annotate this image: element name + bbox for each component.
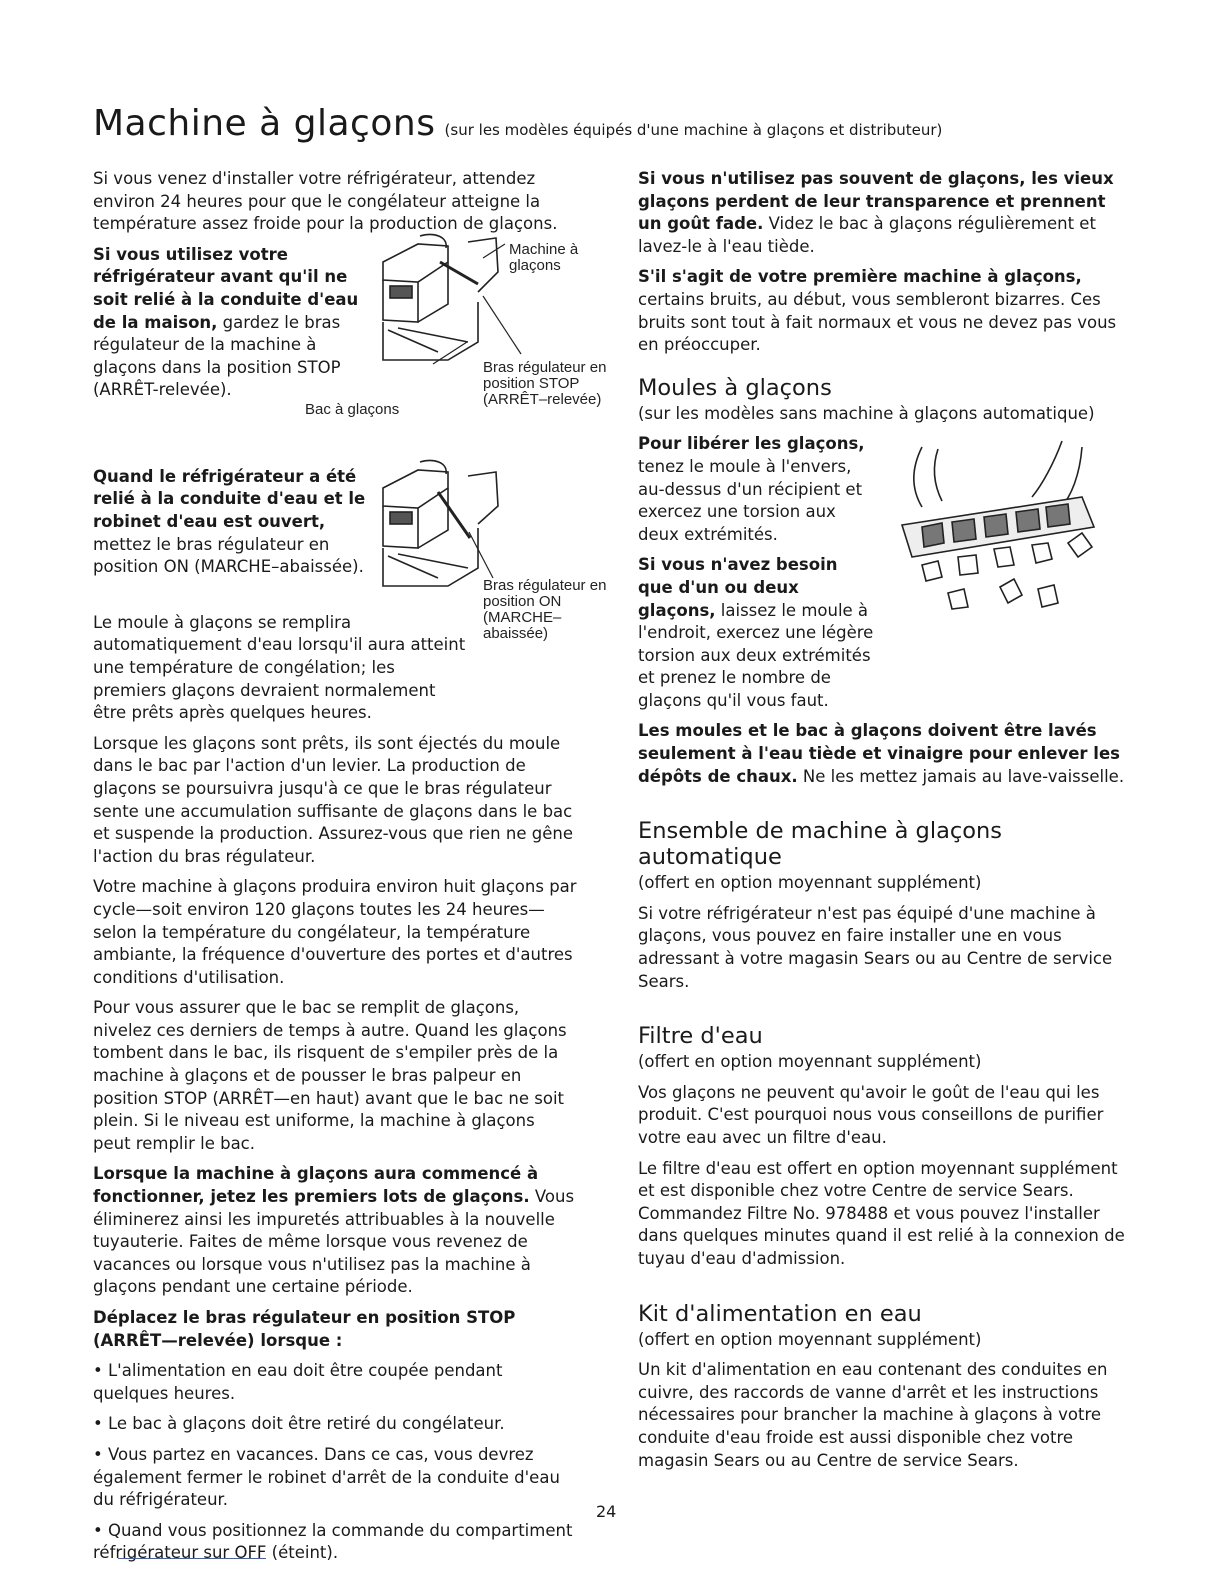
release-text: tenez le moule à l'envers, au-dessus d'un récipient et exercez une torsion aux deux extrémités.: [638, 456, 863, 544]
one-or-two-text: laissez le moule à l'endroit, exercez une légère torsion aux deux extrémités et prenez le nombre de glaçons qu'il vous faut.: [638, 600, 874, 710]
label-machine: Machine à glaçons: [509, 240, 579, 274]
label-arm-stop: Bras régulateur en position STOP (ARRÊT–relevée): [483, 358, 607, 408]
ice-tray-figure: [638, 433, 1128, 712]
left-column: [93, 168, 607, 1573]
label-bin: Bac à glaçons: [305, 400, 400, 418]
ensemble-paragraph: Si votre réfrigérateur n'est pas équipé d'une machine à glaçons, vous pouvez en faire installer une en vous adressant à votre magasin Sears ou au Centre de service Sears.: [638, 903, 1113, 991]
title-main: Machine à glaçons: [93, 103, 436, 144]
section-sub-moules: (sur les modèles sans machine à glaçons automatique): [638, 403, 1095, 423]
section-title-kit: Kit d'alimentation en eau: [638, 1300, 922, 1327]
old-ice-paragraph: [638, 168, 1128, 258]
section-title-moules: Moules à glaçons: [638, 374, 832, 401]
level-paragraph: Pour vous assurer que le bac se remplit de glaçons, nivelez ces derniers de temps à autre. Quand les glaçons tombent dans le bac, ils risquent de s'empiler près de la machine à glaçons et de pousser le bras palpeur en position STOP (ARRÊT—en haut) avant que le bac ne soit plein. Si le niveau est uniforme, la machine à glaçons peut remplir le bac.: [93, 998, 567, 1153]
fig2-paragraph: [93, 466, 373, 579]
fig2-bold: Quand le réfrigérateur a été relié à la conduite d'eau et le robinet d'eau est ouvert,: [93, 466, 366, 531]
intro-paragraph: Si vous venez d'installer votre réfrigérateur, attendez environ 24 heures pour que le congélateur atteigne la température assez froide pour la production de glaçons.: [93, 169, 558, 234]
wash-paragraph: [638, 720, 1128, 788]
old-ice-bold: Si vous n'utilisez pas souvent de glaçons, les vieux glaçons perdent de leur transparence et prennent un goût fade.: [638, 169, 1114, 234]
ice-tray-illustration: [882, 427, 1106, 627]
bullet-item: • Le bac à glaçons doit être retiré du congélateur.: [93, 1414, 505, 1434]
one-or-two-paragraph: [638, 554, 876, 712]
title-subtitle: (sur les modèles équipés d'une machine à glaçons et distributeur): [444, 121, 943, 139]
page-title: [93, 103, 942, 144]
first-batch-text: Vous éliminerez ainsi les impuretés attribuables à la nouvelle tuyauterie. Faites de même lorsque vous revenez de vacances ou lorsque vous n'utilisez pas la machine à glaçons pendant une certaine période.: [93, 1187, 575, 1297]
right-column: [638, 168, 1128, 1480]
fig1-bold: Si vous utilisez votre réfrigérateur avant qu'il ne soit relié à la conduite d'eau de la maison,: [93, 244, 359, 332]
section-sub-kit: (offert en option moyennant supplément): [638, 1329, 982, 1349]
section-title-ensemble: Ensemble de machine à glaçons automatique: [638, 818, 1002, 871]
produce-paragraph: Votre machine à glaçons produira environ huit glaçons par cycle—soit environ 120 glaçons toutes les 24 heures—selon la température du congélateur, la température ambiante, la fréquence d'ouverture des portes et d'autres conditions d'utilisation.: [93, 877, 577, 987]
first-machine-paragraph: [638, 266, 1128, 356]
filtre-paragraph-2: Le filtre d'eau est offert en option moyennant supplément et est disponible chez votre Centre de service Sears. Commandez Filtre No. 978488 et vous pouvez l'installer dans quelques minutes quand il est relié à la connexion de tuyau d'eau d'admission.: [638, 1158, 1125, 1268]
bottom-rule: [118, 1558, 266, 1559]
fig2-text: mettez le bras régulateur en position ON (MARCHE–abaissée).: [93, 534, 364, 577]
section-title-filtre: Filtre d'eau: [638, 1023, 763, 1050]
eject-paragraph: Lorsque les glaçons sont prêts, ils sont éjectés du moule dans le bac par l'action d'un levier. La production de glaçons se poursuivra jusqu'à ce que le bras régulateur sente une accumulation suffisante de glaçons dans le bac et suspende la production. Assurez-vous que rien ne gêne l'action du bras régulateur.: [93, 733, 573, 866]
fig1-text: gardez le bras régulateur de la machine à glaçons dans la position STOP (ARRÊT-relevée).: [93, 312, 341, 400]
kit-paragraph: Un kit d'alimentation en eau contenant des conduites en cuivre, des raccords de vanne d'arrêt et les instructions nécessaires pour brancher la machine à glaçons à votre conduite d'eau froide est aussi disponible chez votre magasin Sears ou au Centre de service Sears.: [638, 1360, 1108, 1470]
bullet-item: • L'alimentation en eau doit être coupée pendant quelques heures.: [93, 1361, 503, 1403]
label-arm-on: Bras régulateur en position ON (MARCHE–abaissée): [483, 576, 607, 642]
wash-bold: Les moules et le bac à glaçons doivent être lavés seulement à l'eau tiède et vinaigre pour enlever les dépôts de chaux.: [638, 721, 1120, 786]
first-batch-paragraph: [93, 1163, 577, 1299]
wash-text: Ne les mettez jamais au lave-vaisselle.: [797, 766, 1125, 786]
page-number: 24: [596, 1502, 617, 1521]
section-sub-ensemble: (offert en option moyennant supplément): [638, 873, 982, 893]
one-or-two-bold: Si vous n'avez besoin que d'un ou deux glaçons,: [638, 555, 838, 620]
bullet-item: • Quand vous positionnez la commande du compartiment réfrigérateur sur OFF (éteint).: [93, 1520, 573, 1563]
stop-heading: [93, 1307, 577, 1352]
section-sub-filtre: (offert en option moyennant supplément): [638, 1052, 982, 1072]
release-paragraph: [638, 433, 876, 546]
first-machine-bold: S'il s'agit de votre première machine à glaçons,: [638, 267, 1082, 287]
filtre-paragraph-1: Vos glaçons ne peuvent qu'avoir le goût de l'eau qui les produit. C'est pourquoi nous vous conseillons de purifier votre eau avec un filtre d'eau.: [638, 1082, 1104, 1147]
release-bold: Pour libérer les glaçons,: [638, 434, 865, 454]
figure-on-position: [93, 466, 607, 642]
first-machine-text: certains bruits, au début, vous sembleront bizarres. Ces bruits sont tout à fait normaux et vous ne devez pas vous en préoccuper.: [638, 289, 1117, 355]
fill-paragraph: Le moule à glaçons se remplira automatiquement d'eau lorsqu'il aura atteint une température de congélation; les premiers glaçons devraient normalement être prêts après quelques heures.: [93, 612, 466, 723]
old-ice-text: Videz le bac à glaçons régulièrement et lavez-le à l'eau tiède.: [638, 214, 1096, 256]
stop-heading-bold: Déplacez le bras régulateur en position STOP (ARRÊT—relevée) lorsque :: [93, 1308, 516, 1350]
first-batch-bold: Lorsque la machine à glaçons aura commencé à fonctionner, jetez les premiers lots de glaçons.: [93, 1164, 539, 1207]
figure-stop-position: [93, 240, 607, 466]
bullet-item: • Vous partez en vacances. Dans ce cas, vous devrez également fermer le robinet d'arrêt de la conduite d'eau du réfrigérateur.: [93, 1444, 560, 1510]
fig1-paragraph: [93, 244, 371, 402]
